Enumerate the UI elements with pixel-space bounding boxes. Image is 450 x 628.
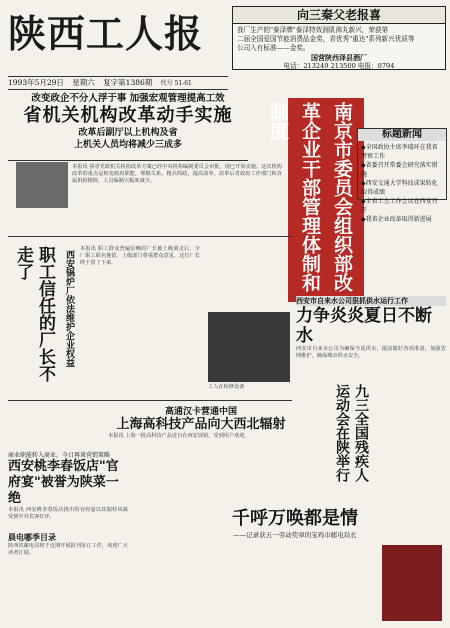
xian-headline: 西安桃李春饭店"官府宴"被誉为陕菜一绝 xyxy=(8,459,119,506)
bottom-right-ad xyxy=(382,545,442,621)
headline-news-box xyxy=(357,128,447,223)
list-item: ◆省委召开常委会研究落实措施 xyxy=(361,162,438,178)
list-item: ◆我省企业改革取得新进展 xyxy=(361,216,432,223)
ad-line: 公司入有标准——金奖。 xyxy=(237,44,310,52)
ad-line: 二届全国爱国节能消费品金奖，省优秀"重达"系列新兴优质等 xyxy=(237,35,415,43)
lead-body: 本报讯 我省党政机关机构改革方案已经中央机构编制委员会审批，现已开始实施。这次机构改革的重点是转变政府职能，理顺关系，精兵简政，提高效率。改革后省政府工作部门和直属机构精简，人员编制大幅度减少。 xyxy=(72,164,282,184)
center-photo xyxy=(208,312,290,382)
list-item: ◆全省工会工作会议在西安召开 xyxy=(361,198,438,214)
headline-news-title: 标题新闻 xyxy=(358,129,446,141)
ad-line: 我厂生产的"泰泽牌"泰泽特效润肌沸丸新兴，荣获第 xyxy=(237,26,389,34)
headline-news-list xyxy=(358,141,446,226)
lead-photo xyxy=(16,162,68,208)
vertical-red-headline: 南京市委员会组织部改革企业干部管理体制和制度 xyxy=(288,98,364,302)
bottom-left-body: 陕西省邮电局将于近期开展报刊征订工作，欢迎广大读者订阅。 xyxy=(8,543,128,556)
top-ad-box xyxy=(232,6,446,70)
ad-body xyxy=(233,24,445,73)
list-item: ◆西安交通大学科技成果转化取得成绩 xyxy=(361,180,438,196)
issue-number: 复字第1386期 xyxy=(103,78,153,87)
mid-kicker: 西安市自来水公司狠抓供水运行工作 xyxy=(296,296,446,306)
xian-store-story xyxy=(8,450,128,520)
vertical-subhead: 西安锅炉厂依法维护企业权益 xyxy=(64,250,74,367)
photo-caption: 工人在检修设备 xyxy=(208,384,245,390)
ad-banner: 向三秦父老报喜 xyxy=(233,7,445,24)
hanzhong-story xyxy=(108,404,294,444)
lead-subhead-2: 上机关人员均将减少三成多 xyxy=(73,140,182,150)
mid-body: 西安市自来水公司为确保今夏供水，提前做好各项准备，加强管网维护，确保城市供水安全。 xyxy=(296,346,446,359)
ad-contact: 电话：213249 213500 电报：0794 xyxy=(283,62,395,70)
hanzhong-body: 本报讯 上海一批高科技产品近日在西安展销，受到用户欢迎。 xyxy=(108,433,250,439)
banner-headline: 千呼万唤都是情 xyxy=(232,508,358,529)
left-mid-body: 本报讯 职工群众普遍信赖的厂长被上级调走后，全厂职工联名挽留，上级部门尊重群众意见，这位厂长终于留了下来。 xyxy=(80,246,200,266)
hanzhong-kicker: 高通汉卡营通中国 xyxy=(164,407,237,417)
mid-story xyxy=(296,296,446,376)
xian-body: 本报讯 西安桃李春饭店推出的官府宴以其独特风味受到中外宾客好评。 xyxy=(8,507,128,520)
ad-org: 国营陕西泽县酒厂 xyxy=(311,53,367,62)
banner-subhead: ——记录获五一劳动奖章的宝鸡市邮电局长 xyxy=(233,531,357,539)
lead-story xyxy=(8,92,248,161)
xian-kicker: 商业职能转入商业，今日再谈营销策略 xyxy=(8,452,111,459)
bottom-left-title: 晨电哪季目录 xyxy=(8,532,56,542)
lead-headline: 省机关机构改革动手实施 xyxy=(23,105,233,126)
masthead-title: 陕西工人报 xyxy=(8,11,204,56)
mid-headline: 力争炎炎夏日不断水 xyxy=(296,306,432,346)
date: 1993年5月29日 xyxy=(8,78,64,87)
bottom-banner xyxy=(210,508,380,542)
hanzhong-headline: 上海高科技产品向大西北辐射 xyxy=(116,417,286,432)
list-item: ◆全国政协主席李瑞环在我省考察工作 xyxy=(361,144,438,160)
vertical-headline-2: 九三全国残疾人运动会在陕举行 xyxy=(334,384,369,482)
lead-kicker: 改变政企不分人浮于事 加强宏观管理提高工效 xyxy=(31,93,225,104)
masthead xyxy=(8,10,226,60)
weekday: 星期六 xyxy=(72,78,95,87)
lead-subhead-1: 改革后副厅以上机构及省 xyxy=(78,128,178,138)
dateline xyxy=(8,76,228,90)
bottom-left-box xyxy=(8,532,128,622)
postal-code: 代号 51-61 xyxy=(160,80,192,87)
vertical-headline: 职工信任的厂长不走了 xyxy=(13,246,55,382)
